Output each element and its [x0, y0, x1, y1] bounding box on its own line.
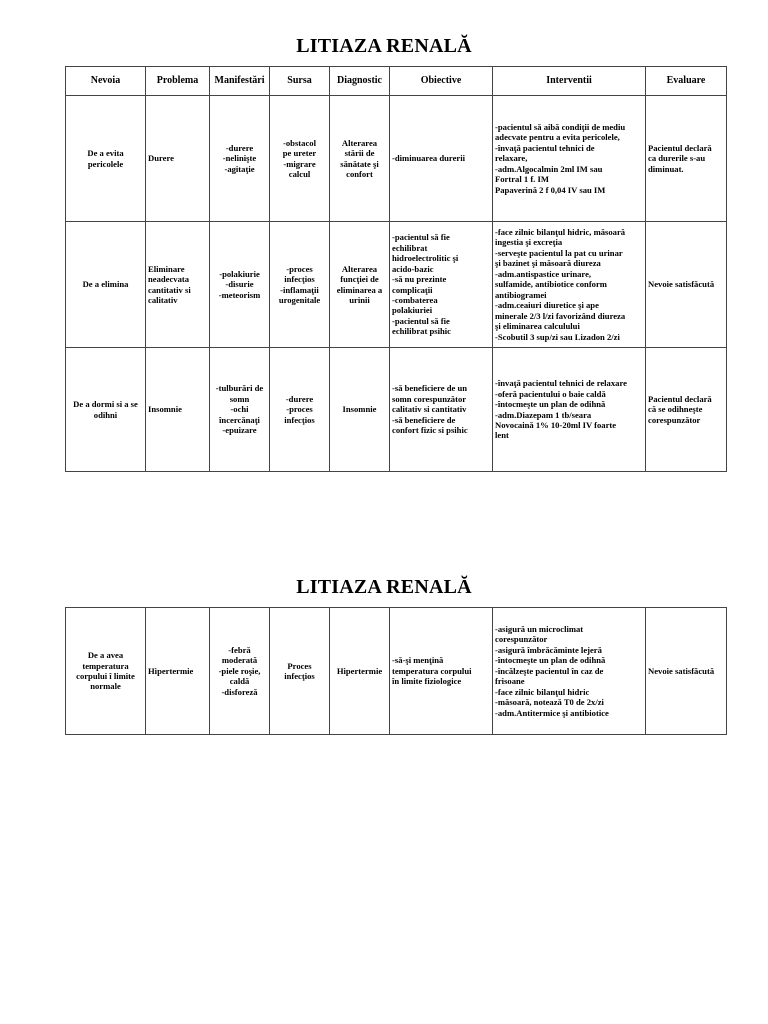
- cell-text-line: în limite fiziologice: [392, 676, 462, 687]
- header-problema: Problema: [146, 67, 210, 96]
- cell-sursa: [270, 96, 330, 222]
- cell-text-line: echilibrat psihic: [392, 326, 451, 337]
- cell-text-line: -tulburări de: [215, 383, 264, 394]
- cell-text-line: -inflamaţii: [280, 284, 319, 295]
- cell-text-line: corpului î limite: [76, 671, 135, 681]
- cell-text-line: Durere: [148, 153, 174, 164]
- cell-manifestari: [210, 222, 270, 348]
- header-manifestari: Manifestări: [210, 67, 270, 96]
- cell-text-line: polakiuriei: [392, 305, 433, 316]
- cell-text-line: hidroelectrolitic şi: [392, 253, 459, 264]
- cell-text-line: infecţios: [284, 274, 315, 285]
- cell-text-line: -asigură îmbrăcăminte lejeră: [495, 644, 602, 655]
- cell-text-line: adecvate pentru a evita pericolele,: [495, 132, 620, 143]
- cell-text-line: Pacientul declară: [648, 142, 712, 153]
- cell-evaluare: [646, 608, 727, 735]
- cell-text-line: infecţios: [284, 671, 315, 681]
- cell-text-line: -febră: [228, 644, 251, 655]
- cell-text-line: Proces: [287, 660, 312, 671]
- cell-text-line: eliminarea a: [336, 284, 383, 295]
- cell-text-line: confort fizic si psihic: [392, 425, 468, 436]
- cell-obiective: [390, 222, 493, 348]
- cell-text-line: pericolele: [87, 158, 124, 169]
- cell-text-line: -durere: [285, 393, 314, 404]
- cell-text-line: -oferă pacientului o baie caldă: [495, 388, 606, 399]
- cell-text-line: Nevoie satisfăcută: [648, 665, 715, 676]
- table-row: [66, 222, 727, 348]
- cell-text-line: -meteorism: [218, 289, 261, 300]
- cell-text-line: neadecvata: [148, 274, 190, 285]
- cell-text-line: -Scobutil 3 sup/zi sau Lizadon 2/zi: [495, 331, 620, 342]
- cell-text-line: De a dormi si a se: [73, 399, 138, 410]
- cell-interventii: [493, 608, 646, 735]
- cell-text-line: Eliminare: [148, 263, 185, 274]
- cell-text-line: -obstacol: [283, 137, 316, 148]
- cell-evaluare: [646, 96, 727, 222]
- cell-text-line: confort: [346, 168, 373, 179]
- cell-text-line: şi eliminarea calculului: [495, 321, 580, 332]
- cell-manifestari: [210, 96, 270, 222]
- cell-sursa: [270, 608, 330, 735]
- cell-text-line: -serveşte pacientul la pat cu urinar: [495, 247, 623, 258]
- cell-text-line: -să beneficiere de: [392, 414, 456, 425]
- cell-text-line: caldă: [229, 676, 250, 687]
- cell-text-line: antibiogramei: [495, 289, 547, 300]
- cell-text-line: corespunzător: [495, 634, 548, 645]
- cell-interventii: [493, 222, 646, 348]
- cell-text-line: calitativ: [148, 294, 178, 305]
- cell-diagnostic: [330, 348, 390, 472]
- cell-text-line: -întocmeşte un plan de odihnă: [495, 399, 606, 410]
- cell-text-line: -migrare: [283, 158, 316, 169]
- cell-text-line: că se odihneşte: [648, 404, 703, 415]
- cell-evaluare: [646, 222, 727, 348]
- header-interventii: Interventii: [493, 67, 646, 96]
- cell-text-line: Insomnie: [342, 404, 377, 415]
- cell-text-line: complicaţii: [392, 284, 433, 295]
- cell-obiective: [390, 348, 493, 472]
- cell-sursa: [270, 222, 330, 348]
- cell-obiective: [390, 608, 493, 735]
- cell-diagnostic: [330, 608, 390, 735]
- header-diagnostic: Diagnostic: [330, 67, 390, 96]
- cell-text-line: -proces: [286, 263, 313, 274]
- table-row: [66, 348, 727, 472]
- table-row: [66, 608, 727, 735]
- header-obiective: Obiective: [390, 67, 493, 96]
- cell-text-line: -nelinişte: [222, 153, 257, 164]
- cell-nevoia: [66, 96, 146, 222]
- cell-text-line: urogenitale: [278, 294, 321, 305]
- cell-text-line: -pacientul să aibă condiţii de mediu: [495, 121, 626, 132]
- cell-text-line: temperatura corpului: [392, 665, 472, 676]
- cell-text-line: ca durerile s-au: [648, 153, 706, 164]
- header-evaluare: Evaluare: [646, 67, 727, 96]
- cell-text-line: şi bazinet şi măsoară diureza: [495, 258, 601, 269]
- cell-text-line: -face zilnic bilanţul hidric: [495, 686, 590, 697]
- cell-text-line: -epuizare: [222, 425, 257, 436]
- page-title-1: LITIAZA RENALĂ: [296, 35, 472, 57]
- cell-evaluare: [646, 348, 727, 472]
- cell-text-line: diminuat.: [648, 163, 684, 174]
- cell-text-line: -agitaţie: [224, 163, 255, 174]
- cell-text-line: Papaverină 2 f 0,04 IV sau IM: [495, 184, 606, 195]
- cell-text-line: stării de: [344, 148, 375, 159]
- cell-text-line: infecţios: [284, 414, 315, 425]
- cell-text-line: moderată: [221, 655, 258, 666]
- cell-text-line: Pacientul declară: [648, 393, 712, 404]
- cell-text-line: -întocmeşte un plan de odihnă: [495, 655, 606, 666]
- cell-text-line: -asigură un microclimat: [495, 623, 584, 634]
- cell-text-line: relaxare,: [495, 153, 528, 164]
- cell-text-line: corespunzător: [648, 414, 701, 425]
- cell-nevoia: [66, 222, 146, 348]
- cell-text-line: -adm.Antitermice şi antibiotice: [495, 707, 609, 718]
- cell-text-line: De a evita: [87, 148, 124, 159]
- cell-text-line: somn corespunzător: [392, 393, 467, 404]
- cell-text-line: calitativ si cantitativ: [392, 404, 467, 415]
- table-row: [66, 96, 727, 222]
- cell-text-line: temperatura: [82, 660, 129, 671]
- cell-text-line: Alterarea: [341, 263, 378, 274]
- cell-text-line: cantitativ si: [148, 284, 191, 295]
- cell-text-line: -diminuarea durerii: [392, 153, 465, 164]
- cell-problema: [146, 222, 210, 348]
- cell-problema: [146, 96, 210, 222]
- cell-problema: [146, 348, 210, 472]
- cell-text-line: Nevoie satisfăcută: [648, 279, 715, 290]
- cell-text-line: -pacientul să fie: [392, 315, 450, 326]
- cell-text-line: -să-şi menţină: [392, 655, 444, 666]
- cell-text-line: încercănaţi: [219, 414, 260, 425]
- header-nevoia: Nevoia: [66, 67, 146, 96]
- cell-text-line: ingestia şi excreţia: [495, 237, 563, 248]
- table-header-row: [66, 67, 727, 96]
- cell-text-line: -face zilnic bilanţul hidric, măsoară: [495, 226, 626, 237]
- cell-text-line: -disforeză: [221, 686, 258, 697]
- cell-text-line: lent: [495, 430, 509, 441]
- cell-text-line: Fortral 1 f. IM: [495, 174, 549, 185]
- cell-diagnostic: [330, 222, 390, 348]
- cell-manifestari: [210, 348, 270, 472]
- cell-text-line: -ochi: [230, 404, 249, 415]
- cell-text-line: acido-bazic: [392, 263, 434, 274]
- cell-obiective: [390, 96, 493, 222]
- cell-text-line: -proces: [286, 404, 313, 415]
- cell-text-line: minerale 2/3 l/zi favorizând diureza: [495, 310, 626, 321]
- cell-text-line: -piele roşie,: [218, 665, 261, 676]
- cell-text-line: -măsoară, notează T0 de 2x/zi: [495, 697, 604, 708]
- cell-text-line: odihni: [93, 409, 118, 420]
- cell-text-line: sănătate şi: [340, 158, 379, 169]
- cell-text-line: -combaterea: [392, 294, 438, 305]
- cell-diagnostic: [330, 96, 390, 222]
- page-title-2: LITIAZA RENALĂ: [296, 576, 472, 598]
- cell-text-line: Insomnie: [148, 404, 182, 415]
- cell-interventii: [493, 348, 646, 472]
- cell-text-line: -disurie: [225, 279, 254, 290]
- cell-text-line: -să beneficiere de un: [392, 383, 468, 394]
- cell-text-line: -polakiurie: [219, 268, 260, 279]
- cell-text-line: De a avea: [87, 650, 124, 661]
- cell-text-line: -încălzeşte pacientul în caz de: [495, 665, 604, 676]
- cell-text-line: Hipertermie: [148, 665, 194, 676]
- cell-text-line: Hipertermie: [336, 665, 383, 676]
- cell-nevoia: [66, 348, 146, 472]
- cell-text-line: -învaţă pacientul tehnici de: [495, 142, 595, 153]
- cell-text-line: -să nu prezinte: [392, 274, 447, 285]
- cell-text-line: echilibrat: [392, 242, 428, 253]
- cell-text-line: funcţiei de: [340, 274, 379, 285]
- cell-text-line: -adm.Diazepam 1 tb/seara: [495, 409, 592, 420]
- cell-sursa: [270, 348, 330, 472]
- cell-text-line: -adm.antispastice urinare,: [495, 268, 592, 279]
- cell-problema: [146, 608, 210, 735]
- care-plan-table-2: [65, 607, 727, 735]
- cell-nevoia: [66, 608, 146, 735]
- cell-text-line: -adm.ceaiuri diuretice şi ape: [495, 300, 599, 311]
- cell-text-line: somn: [229, 393, 250, 404]
- cell-text-line: Alterarea: [341, 137, 378, 148]
- cell-text-line: De a elimina: [82, 279, 129, 290]
- cell-manifestari: [210, 608, 270, 735]
- cell-text-line: sulfamide, antibiotice conform: [495, 279, 607, 290]
- cell-text-line: -învaţă pacientul tehnici de relaxare: [495, 378, 627, 389]
- cell-text-line: -durere: [225, 142, 254, 153]
- cell-text-line: -adm.Algocalmin 2ml IM sau: [495, 163, 603, 174]
- cell-text-line: frisoane: [495, 676, 525, 687]
- cell-text-line: normale: [90, 681, 121, 692]
- care-plan-table-1: [65, 66, 727, 472]
- cell-text-line: urinii: [349, 294, 370, 305]
- cell-text-line: Novocaină 1% 10-20ml IV foarte: [495, 419, 617, 430]
- cell-text-line: calcul: [288, 168, 311, 179]
- header-sursa: Sursa: [270, 67, 330, 96]
- cell-interventii: [493, 96, 646, 222]
- cell-text-line: -pacientul să fie: [392, 232, 450, 243]
- cell-text-line: pe ureter: [282, 148, 317, 159]
